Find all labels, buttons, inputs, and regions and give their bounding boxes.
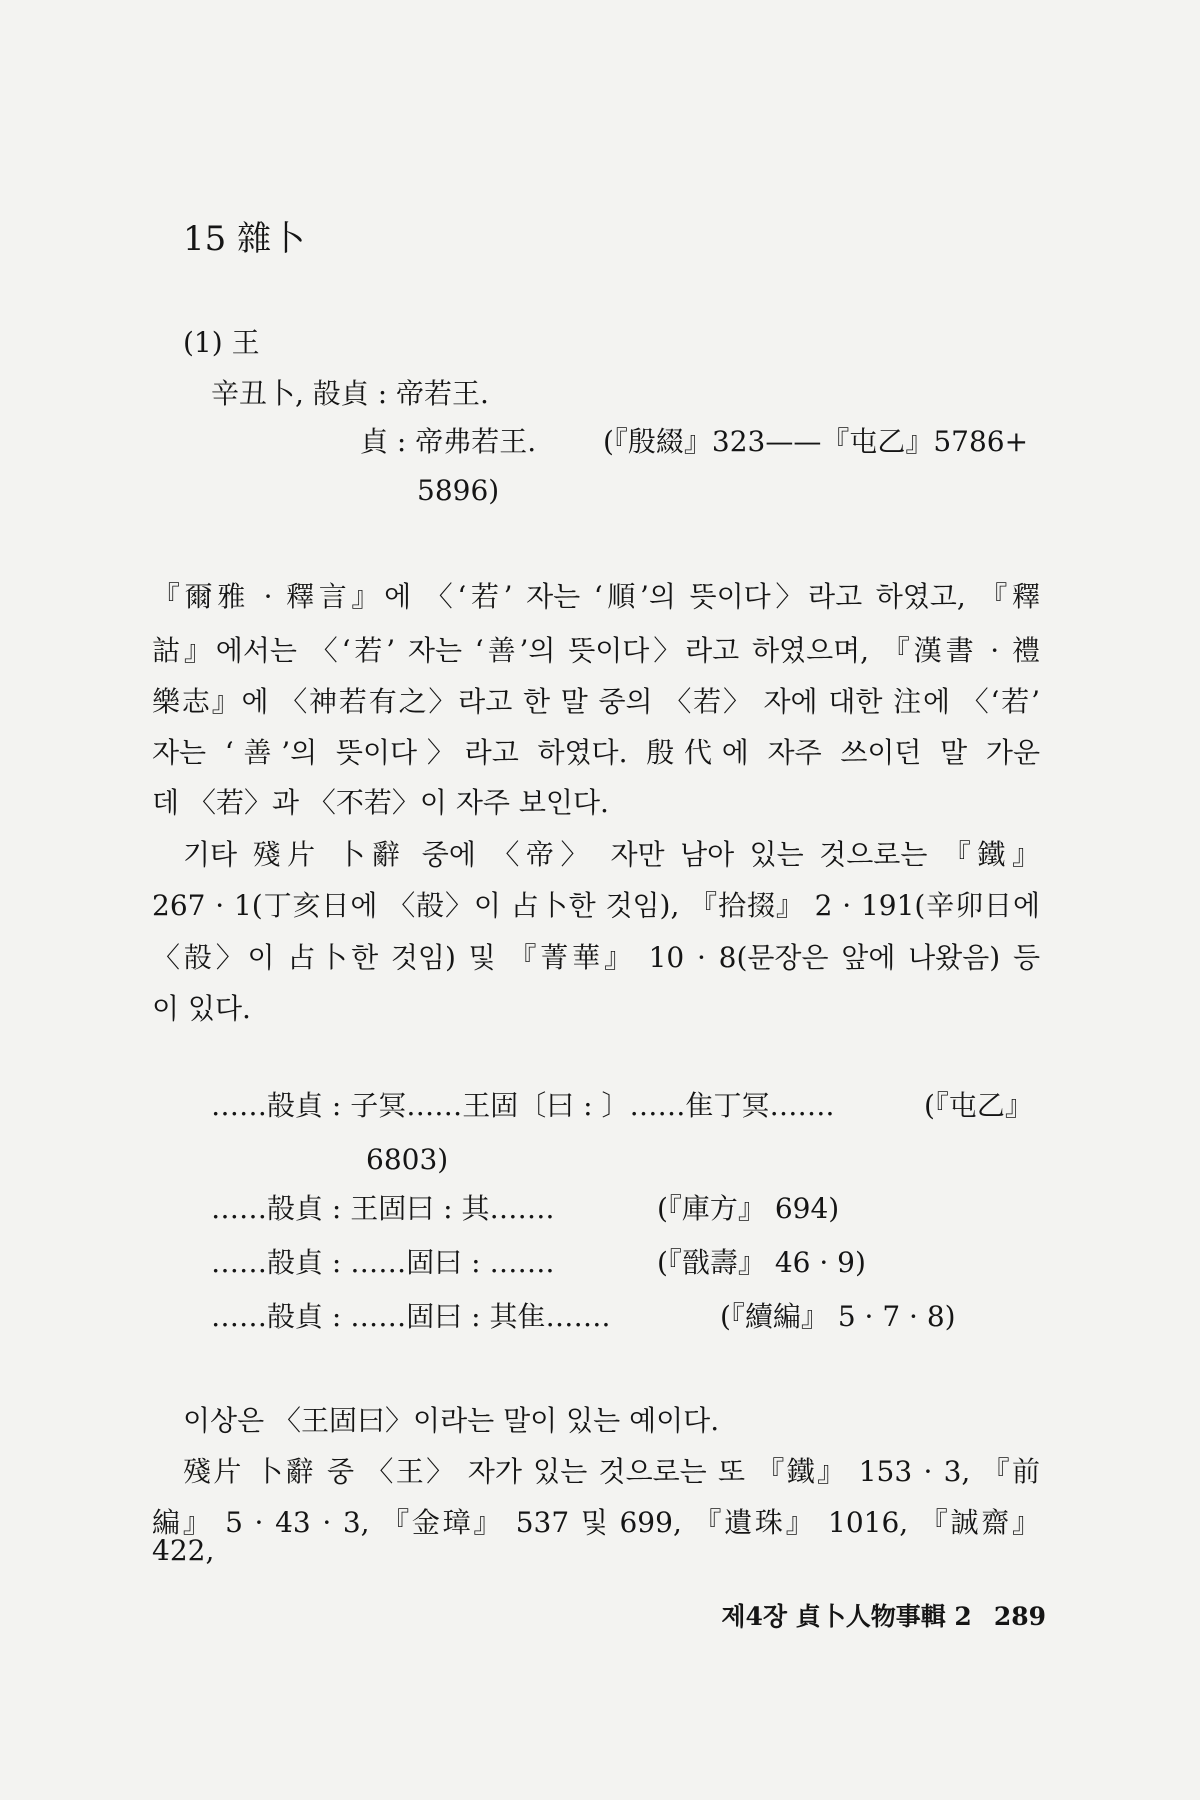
example-citation-continuation: 6803) (366, 1143, 449, 1176)
example-citation: (『屯乙』 (924, 1089, 1033, 1122)
example-citation: (『續編』 5 · 7 · 8) (720, 1300, 956, 1333)
paragraph-line: 〈㱿〉이 占卜한 것임) 및 『菁華』 10 · 8(문장은 앞에 나왔음) 등 (152, 941, 1040, 974)
page-number: 289 (993, 1602, 1046, 1631)
inscription-citation: (『殷綴』323——『屯乙』5786+ (603, 425, 1029, 458)
paragraph-line: 기타 殘片 卜辭 중에 〈帝〉 자만 남아 있는 것으로는 『鐵』 (183, 838, 1040, 871)
inscription-citation-continuation: 5896) (417, 474, 500, 507)
example-citation: (『庫方』 694) (657, 1192, 840, 1225)
running-title: 제4장 貞卜人物事輯 2 (721, 1602, 972, 1631)
paragraph-line: 樂志』에 〈神若有之〉라고 한 말 중의 〈若〉 자에 대한 注에 〈‘若’ (152, 685, 1040, 718)
inscription-line: 貞 : 帝弗若王. (360, 425, 537, 458)
paragraph-line: 267 · 1(丁亥日에 〈㱿〉이 占卜한 것임), 『拾掇』 2 · 191(辛卯日에 (152, 889, 1040, 922)
example-citation: (『戩壽』 46 · 9) (657, 1246, 866, 1279)
paragraph-line: 殘片 卜辭 중 〈王〉 자가 있는 것으로는 또 『鐵』 153 · 3, 『前 (183, 1455, 1040, 1488)
paragraph-line: 데 〈若〉과 〈不若〉이 자주 보인다. (152, 786, 609, 819)
example-text: ……㱿貞 : ……固曰 : 其隹……. (211, 1300, 611, 1333)
paragraph-line: 詁』에서는 〈‘若’ 자는 ‘善’의 뜻이다〉라고 하였으며, 『漢書 · 禮 (152, 634, 1040, 667)
example-text: ……㱿貞 : ……固曰 : ……. (211, 1246, 555, 1279)
paragraph-line: 『爾雅 · 釋言』에 〈‘若’ 자는 ‘順’의 뜻이다〉라고 하였고, 『釋 (152, 580, 1040, 613)
subsection-label: (1) 王 (183, 326, 260, 359)
paragraph-line: 자는 ‘善’의 뜻이다〉라고 하였다. 殷代에 자주 쓰이던 말 가운 (152, 736, 1040, 769)
section-heading: 15 雜卜 (183, 219, 306, 259)
example-text: ……㱿貞 : 王固曰 : 其……. (211, 1192, 555, 1225)
page-footer (721, 1604, 1046, 1630)
paragraph-line: 編』 5 · 43 · 3, 『金璋』 537 및 699, 『遺珠』 1016, 『誠齋』 422, (152, 1506, 1040, 1567)
inscription-line: 辛丑卜, 㱿貞 : 帝若王. (211, 377, 489, 410)
paragraph-line: 이 있다. (152, 992, 251, 1025)
summary-sentence: 이상은 〈王固曰〉이라는 말이 있는 예이다. (183, 1404, 720, 1437)
example-text: ……㱿貞 : 子冥……王固〔曰 : 〕……隹丁冥……. (211, 1089, 835, 1122)
